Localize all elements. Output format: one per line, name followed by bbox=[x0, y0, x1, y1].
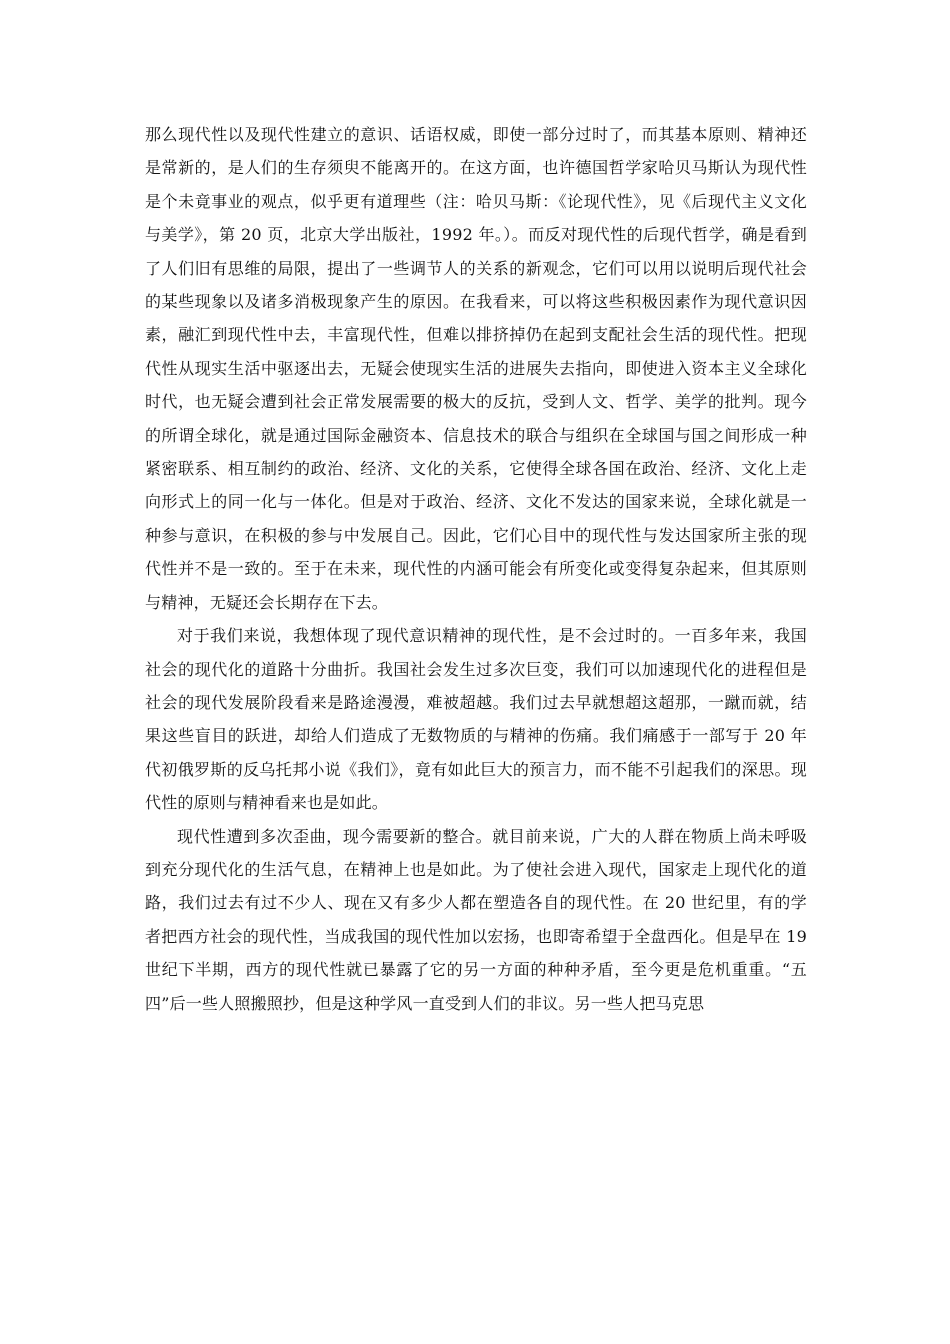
paragraph-1: 那么现代性以及现代性建立的意识、话语权威，即使一部分过时了，而其基本原则、精神还是常新的，是人们的生存须臾不能离开的。在这方面，也许德国哲学家哈贝马斯认为现代性是个未竟事业的观点，似乎更有道理些（注：哈贝马斯：《论现代性》，见《后现代主义文化与美学》，第 20 页，北京大学出版社，1992 年。）。而反对现代性的后现代哲学，确是看到了人们旧有思维的局限，提出了一些调节人的关系的新观念，它们可以用以说明后现代社会的某些现象以及诸多消极现象产生的原因。在我看来，可以将这些积极因素作为现代意识因素，融汇到现代性中去，丰富现代性，但难以排挤掉仍在起到支配社会生活的现代性。把现代性从现实生活中驱逐出去，无疑会使现实生活的进展失去指向，即使进入资本主义全球化时代，也无疑会遭到社会正常发展需要的极大的反抗，受到人文、哲学、美学的批判。现今的所谓全球化，就是通过国际金融资本、信息技术的联合与组织在全球国与国之间形成一种紧密联系、相互制约的政治、经济、文化的关系，它使得全球各国在政治、经济、文化上走向形式上的同一化与一体化。但是对于政治、经济、文化不发达的国家来说，全球化就是一种参与意识，在积极的参与中发展自己。因此，它们心目中的现代性与发达国家所主张的现代性并不是一致的。至于在未来，现代性的内涵可能会有所变化或变得复杂起来，但其原则与精神，无疑还会长期存在下去。 bbox=[145, 125, 807, 612]
paragraph-2: 对于我们来说，我想体现了现代意识精神的现代性，是不会过时的。一百多年来，我国社会的现代化的道路十分曲折。我国社会发生过多次巨变，我们可以加速现代化的进程但是社会的现代发展阶段看来是路途漫漫，难被超越。我们过去早就想超这超那，一蹴而就，结果这些盲目的跃进，却给人们造成了无数物质的与精神的伤痛。我们痛感于一部写于 20 年代初俄罗斯的反乌托邦小说《我们》，竟有如此巨大的预言力，而不能不引起我们的深思。现代性的原则与精神看来也是如此。 bbox=[145, 626, 807, 813]
body-text bbox=[145, 118, 807, 1020]
paragraph-3: 现代性遭到多次歪曲，现今需要新的整合。就目前来说，广大的人群在物质上尚未呼吸到充分现代化的生活气息，在精神上也是如此。为了使社会进入现代，国家走上现代化的道路，我们过去有过不少人、现在又有多少人都在塑造各自的现代性。在 20 世纪里，有的学者把西方社会的现代性，当成我国的现代性加以宏扬，也即寄希望于全盘西化。但是早在 19 世纪下半期，西方的现代性就已暴露了它的另一方面的种种矛盾，至今更是危机重重。“五四”后一些人照搬照抄，但是这种学风一直受到人们的非议。另一些人把马克思 bbox=[145, 826, 807, 1013]
